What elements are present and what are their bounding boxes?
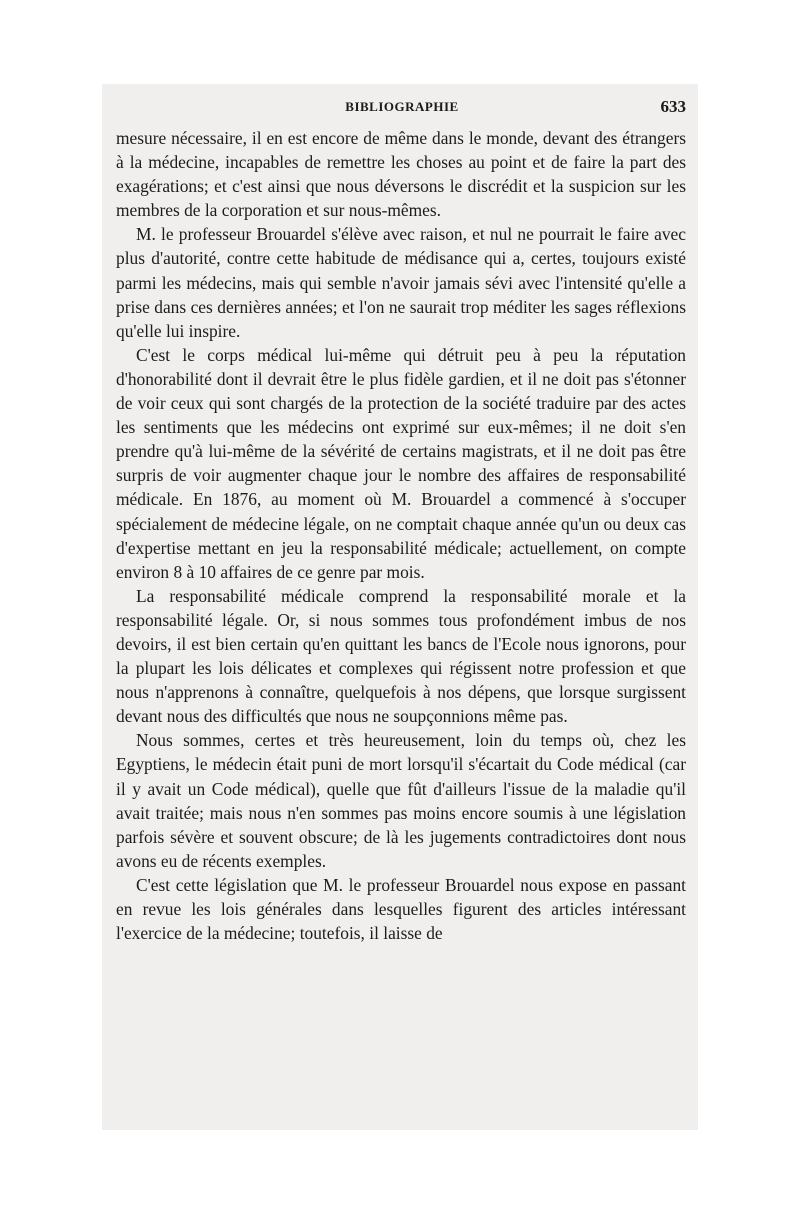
running-header: [118, 99, 686, 123]
paragraph-2: M. le professeur Brouardel s'élève avec raison, et nul ne pourrait le faire avec plus d'autorité, contre cette habitude de médisance qui a, certes, toujours existé parmi les médecins, mais qui semble n'avoir jamais sévi avec l'intensité qu'elle a prise dans ces dernières années; et l'on ne saurait trop méditer les sages réflexions qu'elle lui inspire.: [116, 224, 686, 341]
paragraph-6: C'est cette législation que M. le professeur Brouardel nous expose en passant en revue les lois générales dans lesquelles figurent des articles intéressant l'exercice de la médecine; toutefois, il laisse de: [116, 874, 686, 944]
paragraph-1: mesure nécessaire, il en est encore de même dans le monde, devant des étrangers à la médecine, incapables de remettre les choses au point et de faire la part des exagérations; et c'est ainsi que nous déversons le discrédit et la suspicion sur les membres de la corporation et sur nous-mêmes.: [116, 128, 686, 221]
paragraph-3: C'est le corps médical lui-même qui détruit peu à peu la réputation d'honorabilité dont il devrait être le plus fidèle gardien, et il ne doit pas s'étonner de voir ceux qui sont chargés de la protection de la société traduire par des actes les sentiments que les médecins ont exprimé sur eux-mêmes; il ne doit s'en prendre qu'à lui-même de la sévérité de certains magistrats, et il ne doit pas être surpris de voir augmenter chaque jour le nombre des affaires de responsabilité médicale. En 1876, au moment où M. Brouardel a commencé à s'occuper spécialement de médecine légale, on ne comptait chaque année qu'un ou deux cas d'expertise mettant en jeu la responsabilité médicale; actuellement, on compte environ 8 à 10 affaires de ce genre par mois.: [116, 344, 686, 582]
body-text: [116, 126, 686, 945]
page-number: 633: [660, 97, 686, 116]
paragraph-4: La responsabilité médicale comprend la responsabilité morale et la responsabilité légale. Or, si nous sommes tous profondément imbus de nos devoirs, il est bien certain qu'en quittant les bancs de l'Ecole nous ignorons, pour la plupart les lois délicates et complexes qui régissent notre profession et que nous n'apprenons à connaître, quelquefois à nos dépens, que lorsque surgissent devant nous des difficultés que nous ne soupçonnions même pas.: [116, 585, 686, 727]
paragraph-5: Nous sommes, certes et très heureusement, loin du temps où, chez les Egyptiens, le médecin était puni de mort lorsqu'il s'écartait du Code médical (car il y avait un Code médical), quelle que fût d'ailleurs l'issue de la maladie qu'il avait traitée; mais nous n'en sommes pas moins encore soumis à une législation parfois sévère et souvent obscure; de là les jugements contradictoires dont nous avons eu de récents exemples.: [116, 730, 686, 871]
running-title: BIBLIOGRAPHIE: [345, 99, 459, 114]
